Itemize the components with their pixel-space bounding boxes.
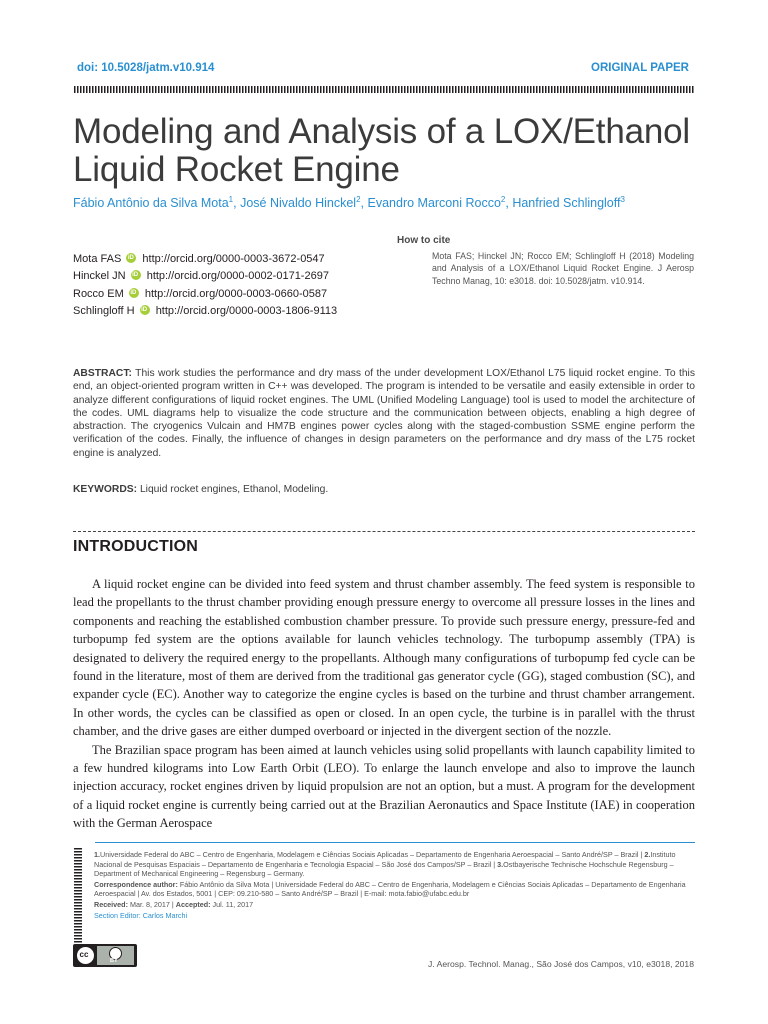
article-title (73, 113, 713, 189)
keywords-label: KEYWORDS: (73, 484, 138, 495)
orcid-row (73, 251, 337, 268)
introduction-body (73, 575, 695, 833)
orcid-author: Schlingloff H (73, 304, 135, 317)
how-to-cite-text: Mota FAS; Hinckel JN; Rocco EM; Schlingloff H (2018) Modeling and Analysis of a LOX/Ethanol Liquid Rocket Engine. J Aerosp Techno Manag, 10: e3018. doi: 10.5028/jatm. v10.914. (432, 251, 694, 286)
received-label: Received: (94, 899, 128, 909)
orcid-author: Mota FAS (73, 253, 122, 265)
author-name[interactable]: Hanfried Schlingloff (512, 196, 621, 211)
correspondence-label: Correspondence author: (94, 879, 178, 889)
author-list: Fábio Antônio da Silva Mota$^1$, José Nivaldo Hinckel$^2$, Evandro Marconi Rocco$^2$, Hanfried Schlingloff$^3$ (73, 195, 625, 211)
abstract (73, 367, 695, 460)
affiliation-text: Instituto Nacional de Pesquisas Espaciais – Departamento de Engenharia e Tecnologia Espacial – São José dos Campos/SP – Brazil | (94, 850, 676, 869)
affiliation-text: Ostbayerische Technische Hochschule Regensburg – Department of Mechanical Engineering – Regensburg – Germany. (94, 859, 674, 879)
affiliation-text: Universidade Federal do ABC – Centro de Engenharia, Modelagem e Ciências Sociais Aplicadas – Departamento de Engenharia Aeroespacial – Santo André/SP – Brazil | (100, 850, 645, 859)
orcid-row (73, 303, 337, 320)
orcid-icon (126, 253, 136, 263)
correspondence (94, 880, 696, 899)
footnotes (94, 850, 696, 921)
attribution-box (97, 946, 134, 965)
orcid-icon (131, 270, 141, 280)
title-line-1: Modeling and Analysis of a LOX/Ethanol (73, 112, 690, 151)
orcid-author: Rocco EM (73, 287, 124, 300)
by-label: BY (110, 958, 118, 964)
journal-citation-footer: J. Aerosp. Technol. Manag., São José dos Campos, v10, e3018, 2018 (428, 959, 694, 969)
correspondence-text: Fábio Antônio da Silva Mota | Universidade Federal do ABC – Centro de Engenharia, Modelagem e Ciências Sociais Aplicadas – Departamento de Engenharia Aeroespacial | Av. dos Estados, 5001 | CEP: 09.210-580 – Santo André/SP – Brazil | E-mail: mota.fabio@ufabc.edu.br (94, 879, 686, 899)
affiliation-number: 3. (497, 859, 504, 869)
orcid-link[interactable]: http://orcid.org/0000-0003-3672-0547 (142, 253, 325, 265)
orcid-row (73, 268, 337, 285)
received-date: Mar. 8, 2017 | (127, 899, 176, 909)
orcid-icon (140, 305, 150, 315)
accepted-label: Accepted: (175, 899, 211, 909)
orcid-link[interactable]: http://orcid.org/0000-0002-0171-2697 (146, 270, 329, 283)
orcid-list (73, 251, 337, 320)
abstract-text: This work studies the performance and dry mass of the under development LOX/Ethanol L75 liquid rocket engine. To this end, an object-oriented program written in C++ was developed. The program is intended to be versatile and easily extensible in order to analyze different configurations of liquid rocket engines. The UML (Unified Modeling Language) tool is used to model the architecture of the codes. UML diagrams help to visualize the code structure and the communication between objects, enabling a high degree of abstraction. The cryogenics Vulcain and HM7B engines power cycles along with the staged-combustion SSME engine perform the verification of the codes. Finally, the influence of changes in design parameters on the performance and dry mass of the L75 rocket engine is analyzed. (73, 368, 695, 459)
author-affiliation-mark: 1 (228, 195, 234, 204)
author-affiliation-mark: 2 (356, 195, 361, 204)
orcid-icon (129, 288, 139, 298)
orcid-row (73, 286, 337, 303)
orcid-link[interactable]: http://orcid.org/0000-0003-1806-9113 (155, 304, 338, 317)
header-barcode-rule (74, 86, 694, 93)
keywords (73, 484, 328, 495)
section-editor: Section Editor: Carlos Marchi (94, 910, 188, 920)
body-paragraph: The Brazilian space program has been aimed at launch vehicles using solid propellants with launch capability limited to a few hundred kilograms into Low Earth Orbit (LEO). To enlarge the launch envelope and also to improve the launch injection accuracy, rocket engines driven by liquid propulsion are not an option, but a must. A program for the development of a liquid rocket engine is currently being carried out at the Brazilian Aeronautics and Space Institute (IAE) in cooperation with the German Aerospace (73, 742, 695, 831)
author-name[interactable]: Fábio Antônio da Silva Mota (73, 196, 229, 211)
affiliation-number: 1. (94, 850, 100, 859)
author-affiliation-mark: 3 (620, 195, 625, 204)
keywords-text: Liquid rocket engines, Ethanol, Modeling. (137, 484, 329, 495)
title-line-2: Liquid Rocket Engine (73, 150, 400, 189)
cc-mark: cc (79, 950, 89, 959)
abstract-label: ABSTRACT: (73, 368, 132, 379)
section-divider (73, 531, 695, 532)
body-paragraph: A liquid rocket engine can be divided into feed system and thrust chamber assembly. The feed system is responsible to lead the propellants to the thrust chamber providing enough pressure energy to overcome all pressure losses in the lines and components and reaching the established combustion chamber pressure. To provide such pressure energy, pressure-fed and turbopump fed system are the options available for launch vehicles technology. The turbopump assembly (TPA) is designated to delivery the required energy to the propellants. Although many configurations of turbopump fed cycle can be found in the literature, most of them are derived from the traditional gas generator cycle (GG), staged combustion (SC), and expander cycle (EC). Another way to categorize the engine cycles is based on the turbine and thrust chamber arrangement. In other words, the cycles can be classified as open or closed. In an open cycle, the turbine is in parallel with the thrust chamber, and the drive gases are either dumped overboard or injected in the divergent section of the nozzle. (73, 577, 695, 739)
paper-type-label: ORIGINAL PAPER (591, 62, 689, 74)
orcid-link[interactable]: http://orcid.org/0000-0003-0660-0587 (144, 287, 328, 300)
creative-commons-icon (76, 946, 95, 965)
affiliation-number: 2. (644, 850, 651, 859)
orcid-author: Hinckel JN (73, 270, 126, 283)
doi-link[interactable]: doi: 10.5028/jatm.v10.914 (77, 62, 215, 74)
footnote-rule (95, 842, 695, 843)
author-affiliation-mark: 2 (500, 195, 506, 204)
accepted-date: Jul. 11, 2017 (210, 899, 254, 909)
dates (94, 900, 696, 910)
footnote-barcode (74, 848, 82, 944)
author-name[interactable]: Evandro Marconi Rocco (367, 196, 501, 211)
section-heading-introduction: INTRODUCTION (73, 538, 199, 555)
cc-by-license-badge[interactable] (73, 944, 137, 967)
how-to-cite-heading: How to cite (397, 235, 451, 246)
affiliations (94, 850, 696, 879)
author-name[interactable]: José Nivaldo Hinckel (240, 196, 357, 211)
